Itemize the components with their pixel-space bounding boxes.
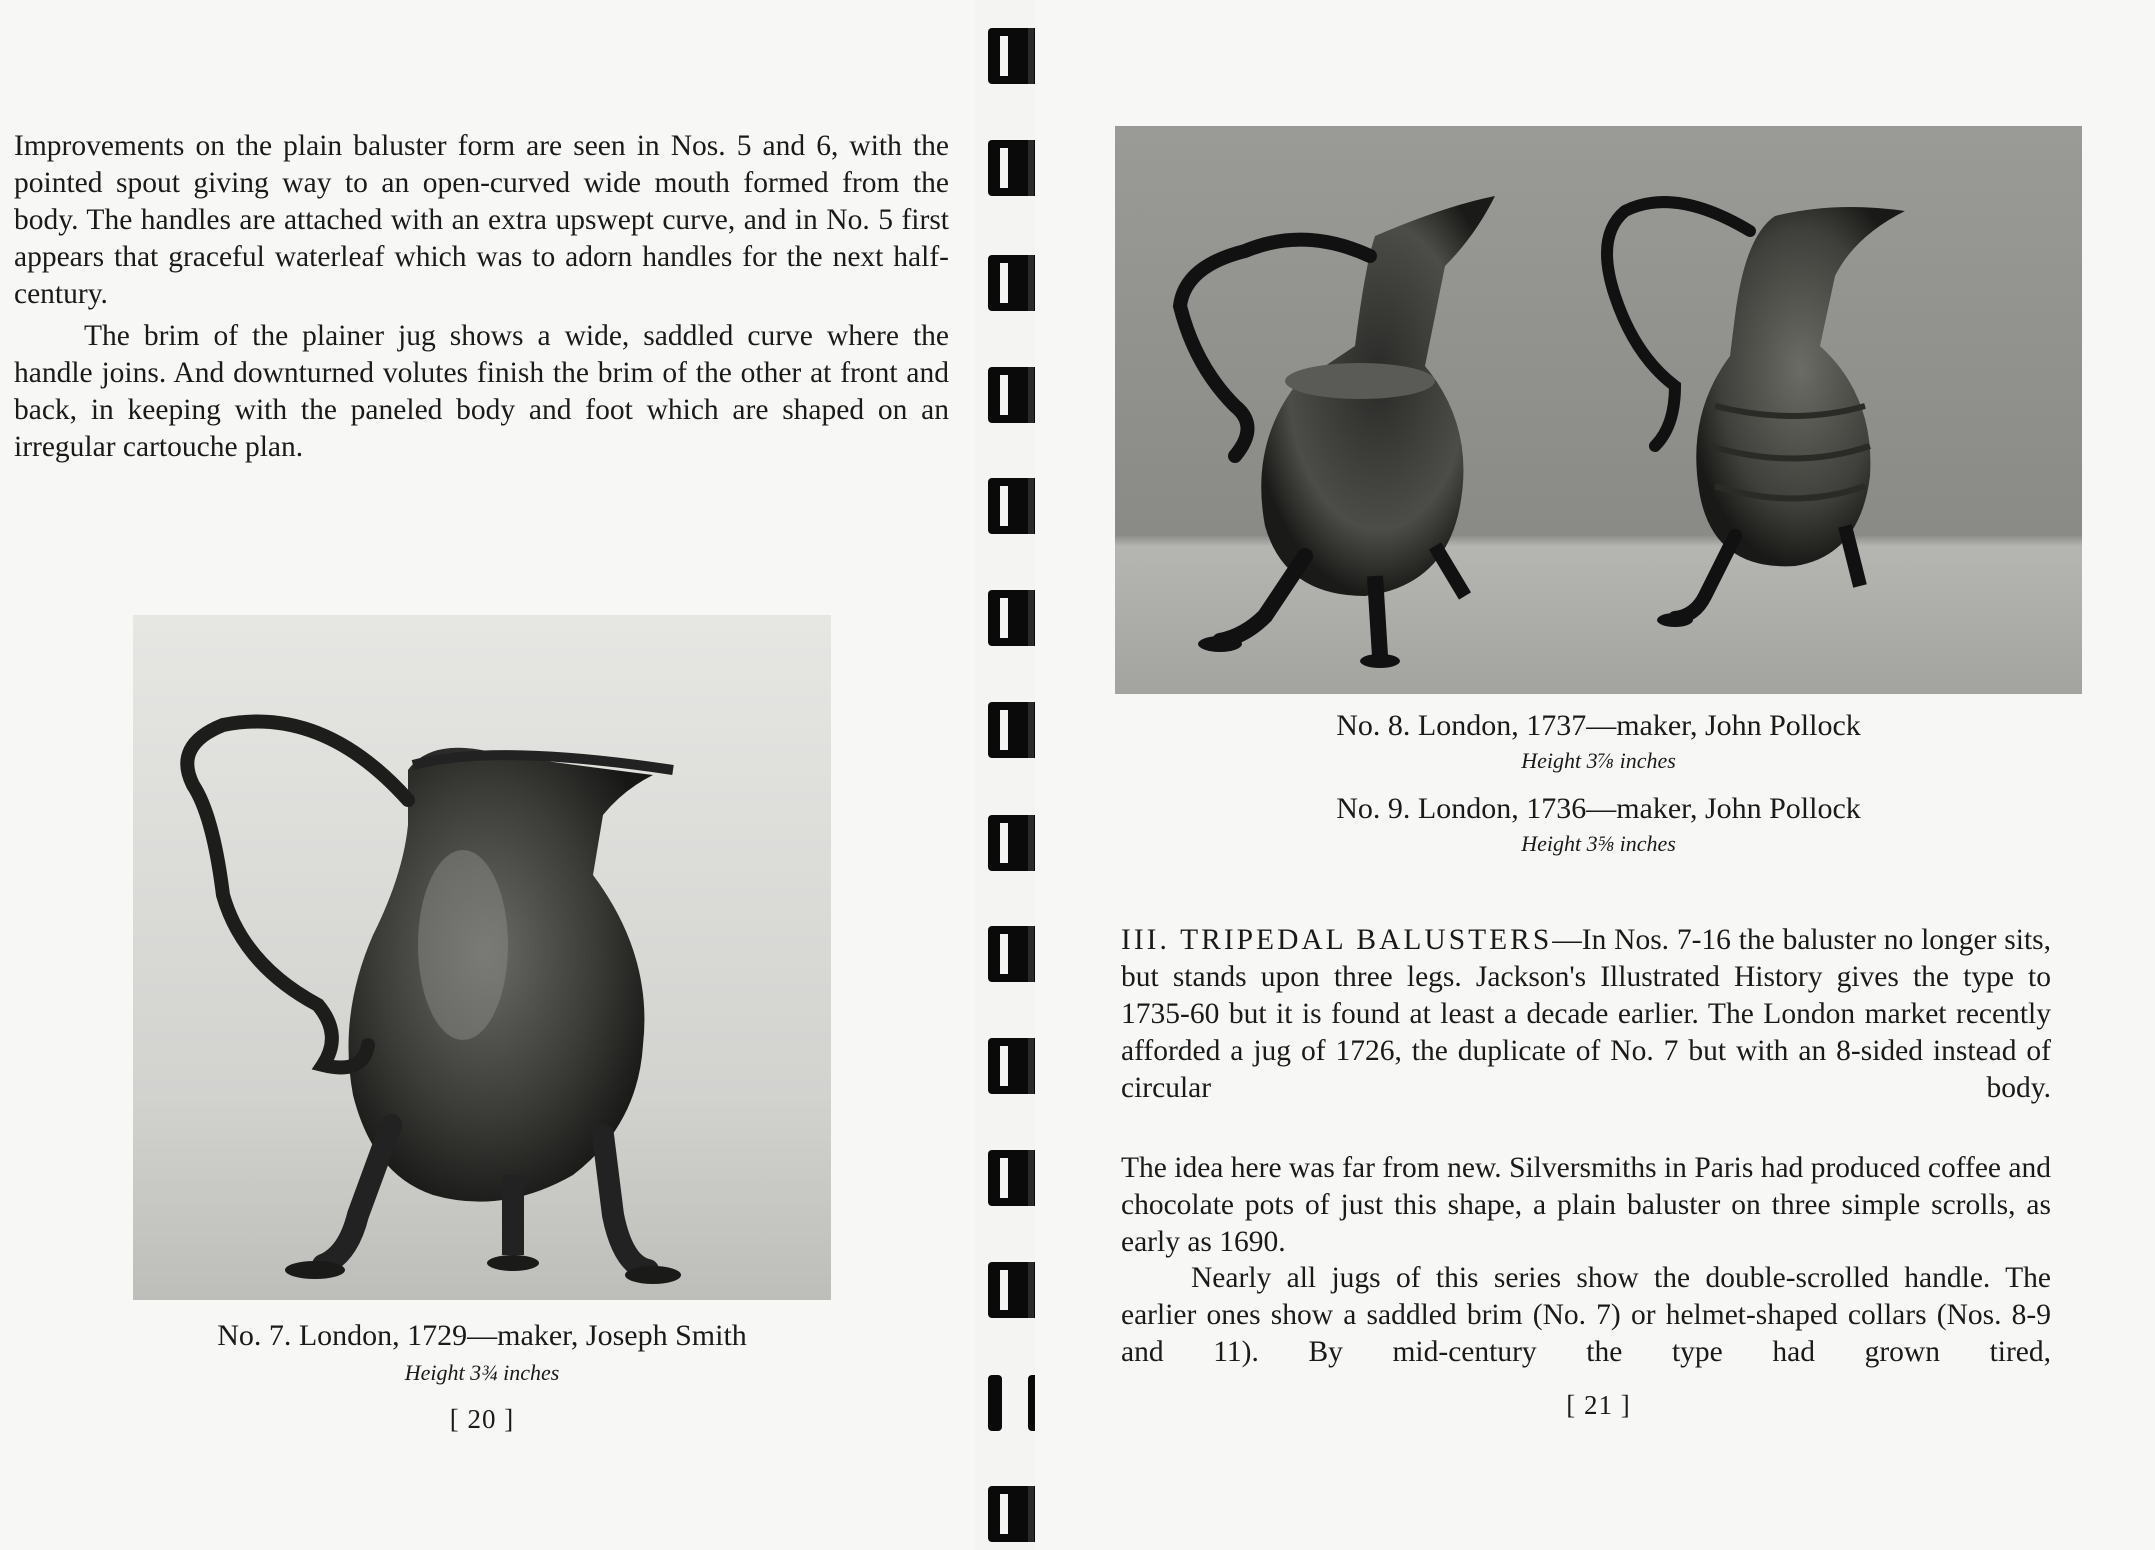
section-heading: III. TRIPEDAL BALUSTERS (1121, 924, 1553, 956)
right-paragraph-1 (1121, 922, 2051, 1107)
photo-height-no8: Height 3⅞ inches (1521, 748, 1676, 773)
photo-height-no7: Height 3¾ inches (404, 1360, 560, 1385)
jug-photo-no8-no9 (1115, 126, 2082, 694)
section-intro-text: —In Nos. 7-16 the baluster no longer sits, but stands upon three legs. Jackson's Illustrated History gives the type to 1735-60 but it is found at least a decade earlier. The London market recently afforded a jug of 1726, the duplicate of No. 7 but with an 8-sided instead of circular body. (1121, 924, 2051, 1104)
right-paragraph-3: Nearly all jugs of this series show the double-scrolled handle. The earlier ones show a saddled brim (No. 7) or helmet-shaped collars (Nos. 8-9 and 11). By mid-century the type had grown tired, (1121, 1262, 2051, 1368)
photo-caption-no7: No. 7. London, 1729—maker, Joseph Smith (217, 1319, 747, 1352)
left-paragraph-2: The brim of the plainer jug shows a wide, saddled curve where the handle joins. And downturned volutes finish the brim of the other at front and back, in keeping with the paneled body and foot which are shaped on an irregular cartouche plan. (14, 320, 949, 463)
photo-caption-no9: No. 9. London, 1736—maker, John Pollock (1336, 792, 1861, 825)
photo-height-no9: Height 3⅝ inches (1521, 831, 1676, 856)
jug-photo-no7 (133, 615, 831, 1300)
left-paragraph-1: Improvements on the plain baluster form are seen in Nos. 5 and 6, with the pointed spout giving way to an open-curved wide mouth formed from the body. The handles are attached with an extra upswept curve, and in No. 5 first appears that graceful waterleaf which was to adorn handles for the next half-century. (14, 130, 949, 310)
right-paragraph-2: The idea here was far from new. Silversmiths in Paris had produced coffee and chocolate pots of just this shape, a plain baluster on three simple scrolls, as early as 1690. (1121, 1152, 2051, 1258)
photo-caption-no8: No. 8. London, 1737—maker, John Pollock (1336, 709, 1861, 742)
page-number-left: [ 20 ] (449, 1404, 515, 1434)
left-page (0, 0, 975, 1550)
page-number-right: [ 21 ] (1566, 1390, 1631, 1420)
right-page (1035, 0, 2155, 1550)
